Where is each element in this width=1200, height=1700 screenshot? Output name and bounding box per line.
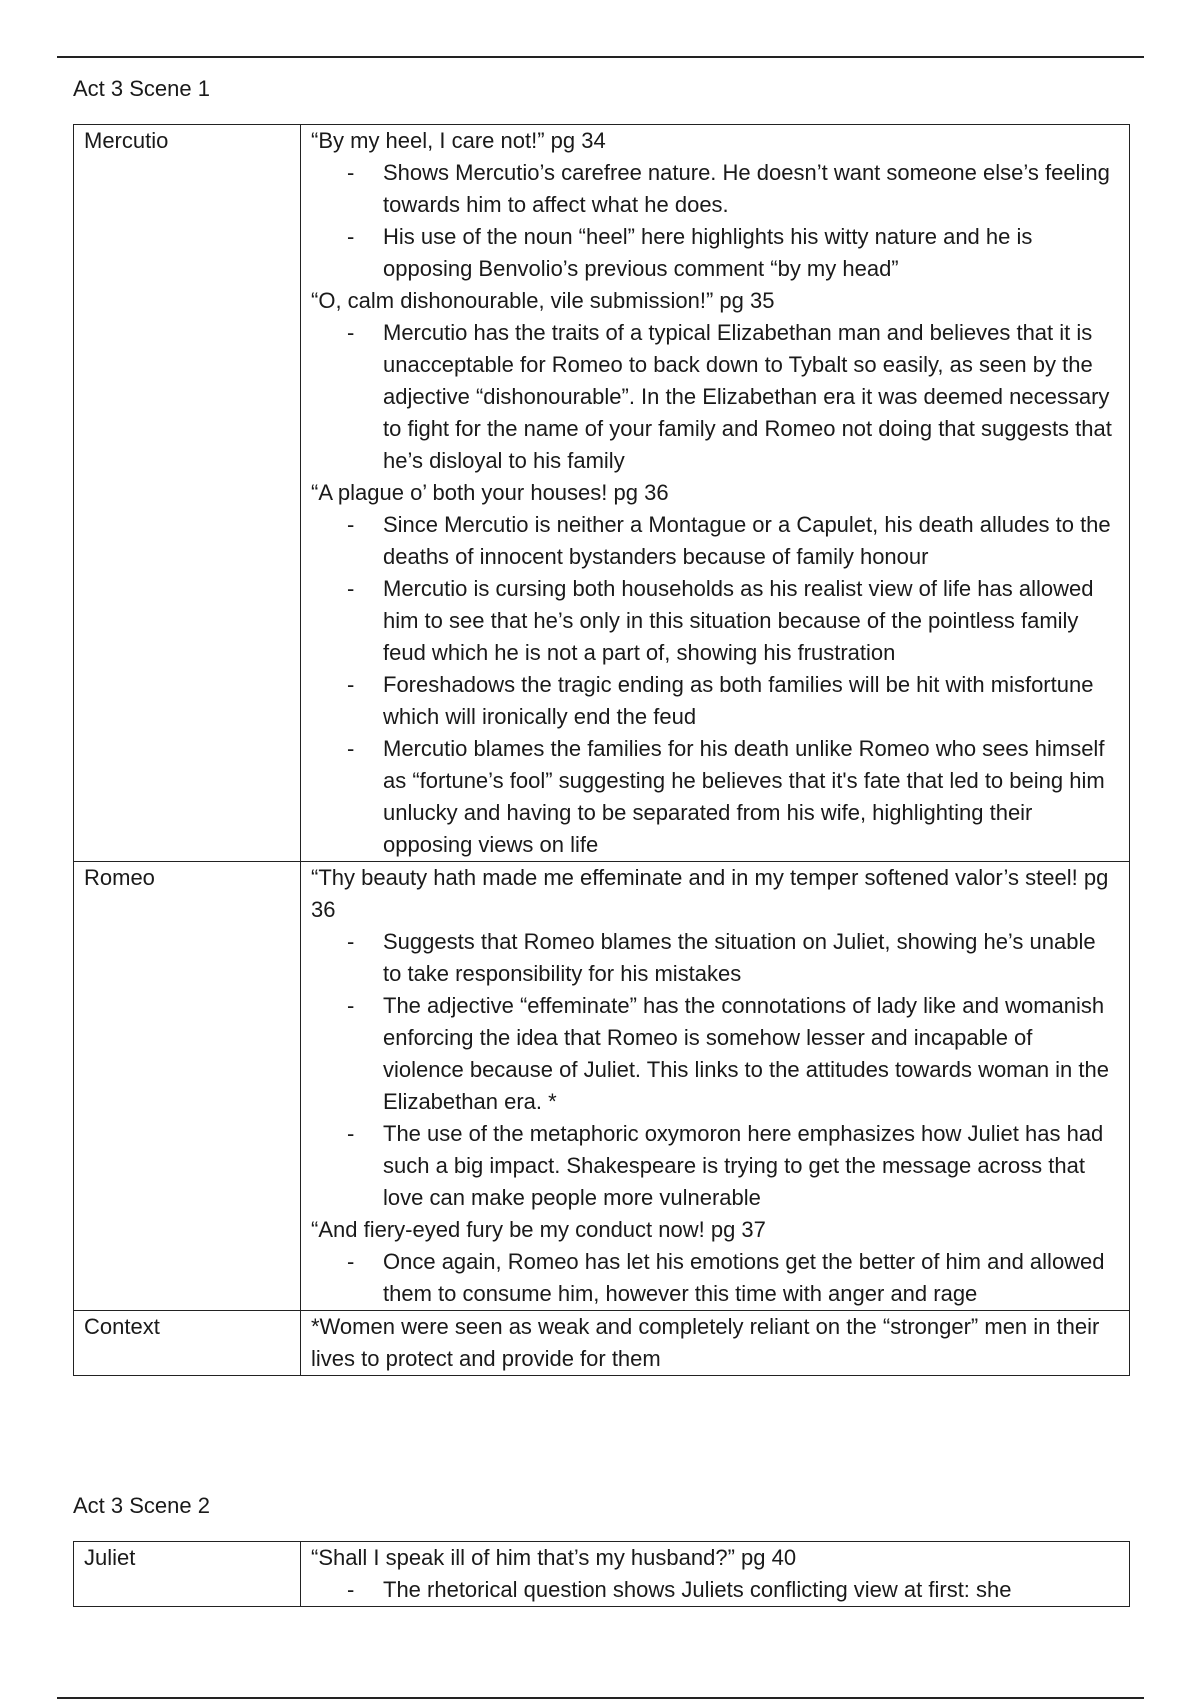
row-label-context: Context bbox=[74, 1311, 301, 1376]
bullet-item: - Mercutio blames the families for his death unlike Romeo who sees himself as “fortune’s fool” suggesting he believes that it's fate that led to being him unlucky and having to be separated from his wife, highlighting their opposing views on life bbox=[383, 733, 1119, 861]
context-text bbox=[301, 1311, 1130, 1376]
scene2-table bbox=[73, 1541, 1130, 1607]
character-name-romeo: Romeo bbox=[74, 862, 301, 1311]
bullet-list bbox=[311, 157, 1119, 285]
bullet-list bbox=[311, 1574, 1119, 1606]
quote: “Thy beauty hath made me effeminate and in my temper softened valor’s steel! pg 36 bbox=[311, 865, 1109, 922]
quote: “O, calm dishonourable, vile submission!” pg 35 bbox=[311, 288, 775, 313]
bullet-item: - His use of the noun “heel” here highlights his witty nature and he is opposing Benvolio’s previous comment “by my head” bbox=[383, 221, 1119, 285]
bullet-list bbox=[311, 509, 1119, 861]
character-name-mercutio: Mercutio bbox=[74, 125, 301, 862]
scene1-table bbox=[73, 124, 1130, 1376]
notes-mercutio bbox=[301, 125, 1130, 862]
bullet-item: - Shows Mercutio’s carefree nature. He doesn’t want someone else’s feeling towards him to affect what he does. bbox=[383, 157, 1119, 221]
quote: “And fiery-eyed fury be my conduct now! pg 37 bbox=[311, 1217, 766, 1242]
quote: “A plague o’ both your houses! pg 36 bbox=[311, 480, 669, 505]
bullet-item: - Mercutio is cursing both households as his realist view of life has allowed him to see that he’s only in this situation because of the pointless family feud which he is not a part of, showing his frustration bbox=[383, 573, 1119, 669]
notes-romeo bbox=[301, 862, 1130, 1311]
bullet-item: - Mercutio has the traits of a typical Elizabethan man and believes that it is unacceptable for Romeo to back down to Tybalt so easily, as seen by the adjective “dishonourable”. In the Elizabethan era it was deemed necessary to fight for the name of your family and Romeo not doing that suggests that he’s disloyal to his family bbox=[383, 317, 1119, 477]
bullet-item: - Suggests that Romeo blames the situation on Juliet, showing he’s unable to take responsibility for his mistakes bbox=[383, 926, 1119, 990]
section-title-scene1: Act 3 Scene 1 bbox=[73, 76, 210, 101]
bullet-item: - The adjective “effeminate” has the connotations of lady like and womanish enforcing the idea that Romeo is somehow lesser and incapable of violence because of Juliet. This links to the attitudes towards woman in the Elizabethan era. * bbox=[383, 990, 1119, 1118]
context-paragraph: *Women were seen as weak and completely reliant on the “stronger” men in their lives to protect and provide for them bbox=[311, 1314, 1100, 1371]
character-name-juliet: Juliet bbox=[74, 1542, 301, 1607]
quote: “By my heel, I care not!” pg 34 bbox=[311, 128, 606, 153]
top-rule bbox=[57, 56, 1144, 58]
quote: “Shall I speak ill of him that’s my husband?” pg 40 bbox=[311, 1545, 797, 1570]
table-row-mercutio bbox=[74, 125, 1130, 862]
table-row-romeo bbox=[74, 862, 1130, 1311]
bullet-item: - The rhetorical question shows Juliets conflicting view at first: she bbox=[383, 1574, 1119, 1606]
bullet-item: - Foreshadows the tragic ending as both families will be hit with misfortune which will ironically end the feud bbox=[383, 669, 1119, 733]
notes-juliet bbox=[301, 1542, 1130, 1607]
bullet-list bbox=[311, 317, 1119, 477]
bullet-item: - The use of the metaphoric oxymoron here emphasizes how Juliet has had such a big impact. Shakespeare is trying to get the message across that love can make people more vulnerable bbox=[383, 1118, 1119, 1214]
bullet-item: - Once again, Romeo has let his emotions get the better of him and allowed them to consume him, however this time with anger and rage bbox=[383, 1246, 1119, 1310]
bullet-list bbox=[311, 926, 1119, 1214]
bullet-item: - Since Mercutio is neither a Montague or a Capulet, his death alludes to the deaths of innocent bystanders because of family honour bbox=[383, 509, 1119, 573]
table-row-context bbox=[74, 1311, 1130, 1376]
bottom-rule bbox=[57, 1697, 1144, 1699]
bullet-list bbox=[311, 1246, 1119, 1310]
table-row-juliet bbox=[74, 1542, 1130, 1607]
section-title-scene2: Act 3 Scene 2 bbox=[73, 1493, 210, 1518]
